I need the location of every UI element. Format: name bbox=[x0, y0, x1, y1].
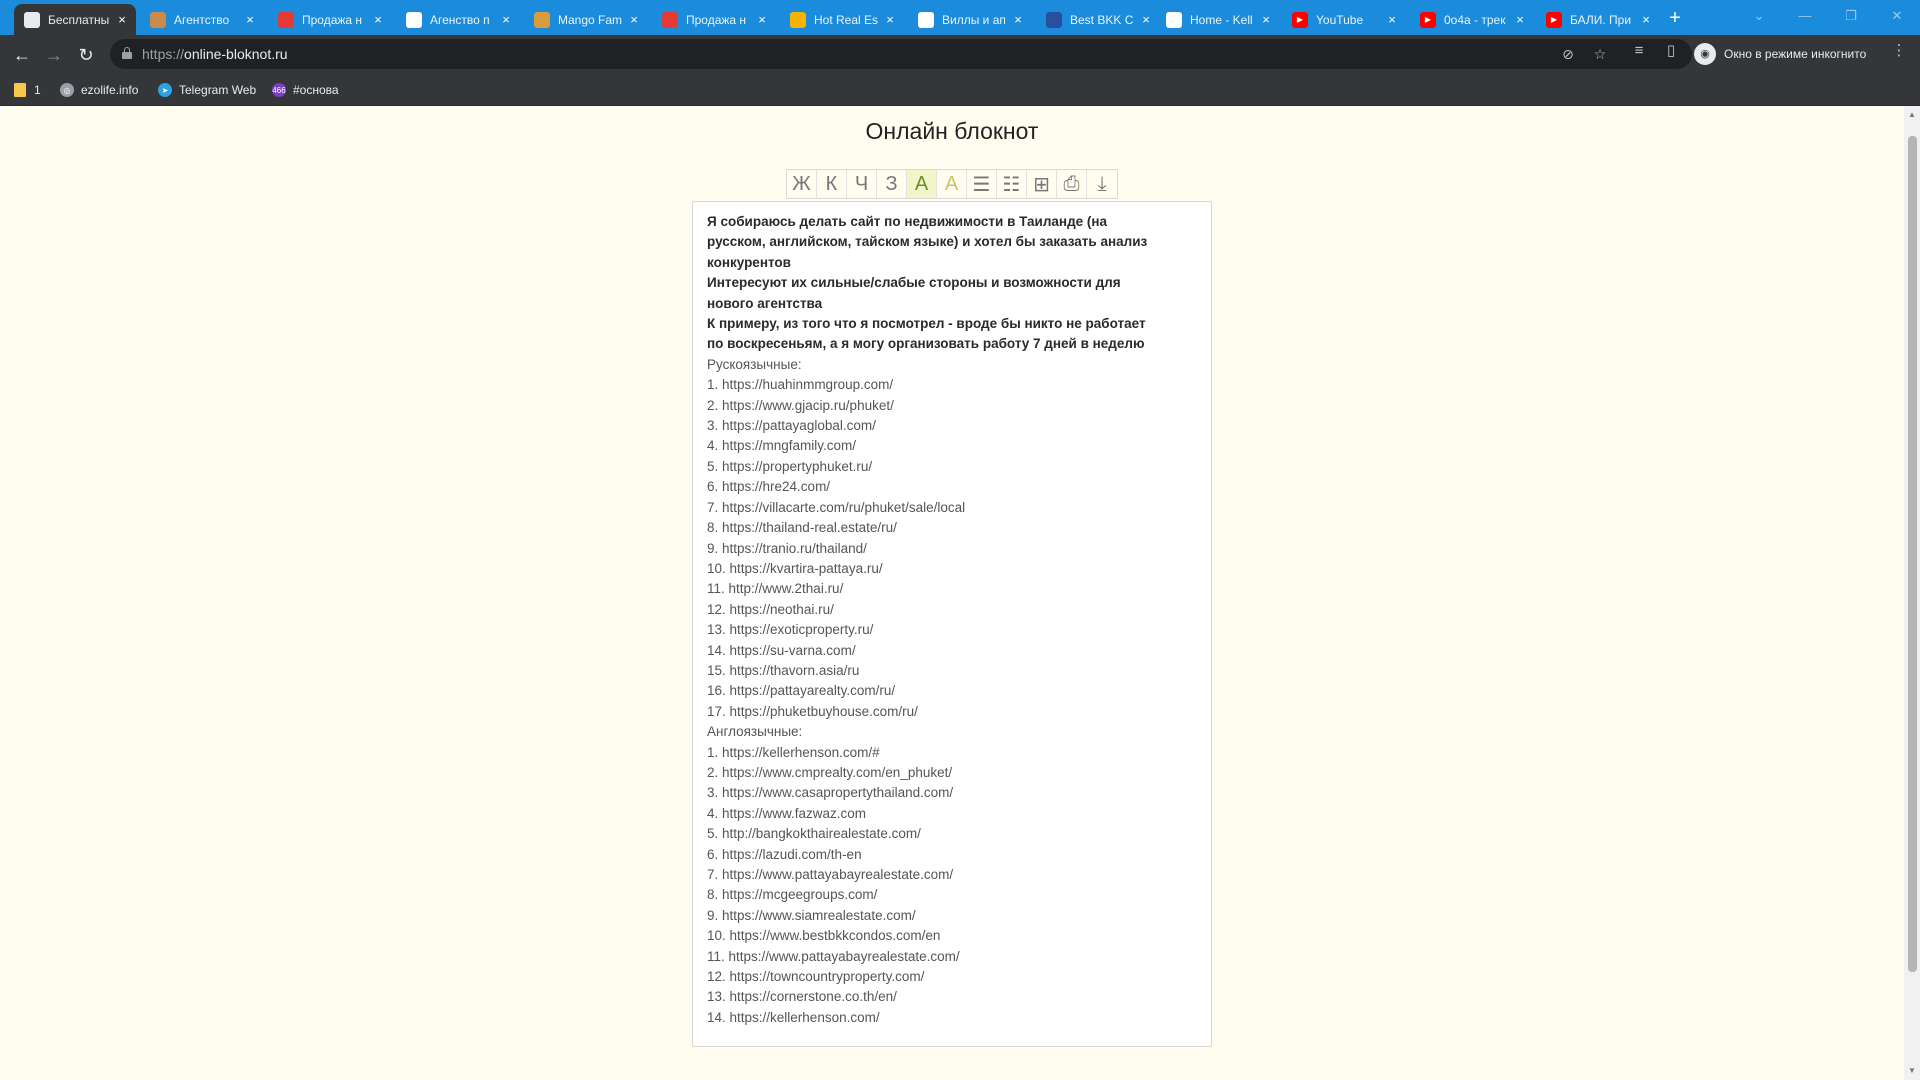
tab-12[interactable] bbox=[1536, 4, 1660, 35]
back-arrow-icon[interactable]: ← bbox=[13, 45, 31, 65]
strikethrough-button[interactable]: З bbox=[877, 170, 907, 198]
bookmarks-bar bbox=[0, 74, 1920, 106]
tab-10[interactable] bbox=[1282, 4, 1406, 35]
page-title: Онлайн блокнот bbox=[865, 118, 1039, 144]
editor-line: конкурентов bbox=[707, 254, 791, 270]
tracking-blocked-eye-icon[interactable]: ⊘ bbox=[1562, 46, 1574, 62]
minimize-button[interactable]: — bbox=[1798, 8, 1812, 23]
editor-line: 9. https://www.siamrealestate.com/ bbox=[707, 907, 916, 923]
side-panel-icon[interactable]: ▯ bbox=[1666, 42, 1676, 59]
tab-close-icon[interactable]: × bbox=[374, 11, 382, 27]
print-button[interactable]: ⎙ bbox=[1057, 170, 1087, 198]
reload-icon[interactable]: ↻ bbox=[78, 45, 94, 65]
page-scrollbar[interactable] bbox=[1904, 106, 1920, 1080]
editor-line: 2. https://www.gjacip.ru/phuket/ bbox=[707, 397, 894, 413]
editor-line: 10. https://www.bestbkkcondos.com/en bbox=[707, 928, 941, 944]
editor-line: 12. https://neothai.ru/ bbox=[707, 601, 834, 617]
editor-line: 3. https://pattayaglobal.com/ bbox=[707, 418, 876, 434]
reading-list-icon[interactable]: ≡ bbox=[1634, 42, 1644, 59]
lock-icon[interactable] bbox=[122, 47, 132, 59]
tab-title: Продажа н bbox=[302, 12, 363, 27]
editor-line: 8. https://thailand-real.estate/ru/ bbox=[707, 520, 897, 536]
circle-site-icon bbox=[150, 12, 166, 28]
tab-5[interactable] bbox=[652, 4, 776, 35]
editor-line: 1. https://kellerhenson.com/# bbox=[707, 744, 880, 760]
editor-line: 14. https://su-varna.com/ bbox=[707, 642, 856, 658]
tab-11[interactable] bbox=[1410, 4, 1534, 35]
editor-line: 14. https://kellerhenson.com/ bbox=[707, 1009, 880, 1025]
tab-close-icon[interactable]: × bbox=[758, 11, 766, 27]
editor-line: нового агентства bbox=[707, 295, 823, 311]
youtube-icon: ▶ bbox=[1420, 12, 1436, 28]
mango-icon bbox=[534, 12, 550, 28]
tab-0[interactable] bbox=[14, 4, 136, 35]
editor-line: 4. https://mngfamily.com/ bbox=[707, 438, 857, 454]
tab-close-icon[interactable]: × bbox=[118, 11, 126, 27]
bold-button[interactable]: Ж bbox=[787, 170, 817, 198]
tab-title: БАЛИ. При bbox=[1570, 12, 1632, 27]
download-button[interactable]: ⤓ bbox=[1097, 172, 1107, 195]
numbered-list-button[interactable]: ☷ bbox=[997, 170, 1027, 198]
editor-line: 6. https://lazudi.com/th-en bbox=[707, 846, 862, 862]
editor-line: 1. https://huahinmmgroup.com/ bbox=[707, 377, 894, 393]
tab-title: Hot Real Es bbox=[814, 12, 879, 27]
close-window-button[interactable]: ✕ bbox=[1891, 8, 1903, 23]
tab-6[interactable] bbox=[780, 4, 904, 35]
scroll-down-arrow-icon[interactable]: ▼ bbox=[1908, 1066, 1916, 1075]
tab-close-icon[interactable]: × bbox=[502, 11, 510, 27]
editor-line: Рускоязычные: bbox=[707, 356, 802, 372]
editor-line: 6. https://hre24.com/ bbox=[707, 479, 831, 495]
bookmark-ezolife[interactable]: ◎ ezolife.info bbox=[60, 81, 138, 99]
youtube-icon: ▶ bbox=[1292, 12, 1308, 28]
editor-line: 5. http://bangkokthairealestate.com/ bbox=[707, 826, 921, 842]
underline-button[interactable]: Ч bbox=[847, 170, 877, 198]
notepad-icon bbox=[24, 12, 40, 28]
editor-line: 11. https://www.pattayabayrealestate.com/ bbox=[707, 948, 960, 964]
address-bar[interactable] bbox=[110, 39, 1692, 69]
tab-title: Агенство п bbox=[430, 12, 490, 27]
tab-1[interactable] bbox=[140, 4, 264, 35]
editor-line: 10. https://kvartira-pattaya.ru/ bbox=[707, 560, 883, 576]
tab-title: Продажа н bbox=[686, 12, 747, 27]
tab-3[interactable] bbox=[396, 4, 520, 35]
table-button[interactable]: ⊞ bbox=[1027, 170, 1057, 198]
tab-9[interactable] bbox=[1156, 4, 1280, 35]
editor-line: 16. https://pattayarealty.com/ru/ bbox=[707, 683, 896, 699]
browser-tabstrip bbox=[0, 0, 1920, 35]
incognito-icon: ◉ bbox=[1694, 43, 1716, 65]
globe-icon: ◎ bbox=[60, 83, 74, 97]
tab-title: Mango Fam bbox=[558, 12, 623, 27]
tab-close-icon[interactable]: × bbox=[1642, 11, 1650, 27]
editor-line: 7. https://www.pattayabayrealestate.com/ bbox=[707, 867, 954, 882]
k-site-icon bbox=[406, 12, 422, 28]
bookmark-folder-1[interactable]: 1 bbox=[14, 81, 41, 99]
font-color-button[interactable]: А bbox=[937, 170, 967, 198]
tab-7[interactable] bbox=[908, 4, 1032, 35]
editor-line: 7. https://villacarte.com/ru/phuket/sale/local bbox=[707, 499, 966, 515]
tab-close-icon[interactable]: × bbox=[246, 11, 254, 27]
editor-line: К примеру, из того что я посмотрел - вроде бы никто не работает bbox=[707, 316, 1146, 332]
incognito-indicator[interactable]: ◉ Окно в режиме инкогнито bbox=[1694, 41, 1866, 67]
scroll-up-arrow-icon[interactable]: ▲ bbox=[1908, 110, 1916, 119]
editor-line: Я собираюсь делать сайт по недвижимости в Таиланде (на bbox=[707, 214, 1108, 229]
editor-line: 9. https://tranio.ru/thailand/ bbox=[707, 540, 867, 556]
tab-close-icon[interactable]: × bbox=[1262, 11, 1270, 27]
menu-kebab-icon[interactable]: ⋮ bbox=[1891, 42, 1907, 59]
editor-line: русском, английском, тайском языке) и хотел бы заказать анализ bbox=[707, 234, 1148, 250]
tab-title: Агентство bbox=[174, 12, 230, 27]
quill-icon bbox=[918, 12, 934, 28]
telegram-icon: ➤ bbox=[158, 83, 172, 97]
editor-line: 11. http://www.2thai.ru/ bbox=[707, 581, 844, 597]
bookmark-osnova[interactable]: 466 #основа bbox=[272, 83, 339, 97]
page-content bbox=[0, 106, 1904, 1080]
editor-line: 4. https://www.fazwaz.com bbox=[707, 805, 867, 821]
italic-button[interactable]: К bbox=[817, 170, 847, 198]
tab-title: Бесплатны bbox=[48, 12, 110, 27]
editor-line: 3. https://www.casapropertythailand.com/ bbox=[707, 785, 954, 801]
tab-2[interactable] bbox=[268, 4, 392, 35]
tab-title: 0o4a - трек bbox=[1444, 12, 1506, 27]
tab-title: Home - Kell bbox=[1190, 12, 1253, 27]
editor-line: Англоязычные: bbox=[707, 724, 803, 740]
flame-icon bbox=[790, 12, 806, 28]
editor-line: 15. https://thavorn.asia/ru bbox=[707, 662, 860, 678]
highlight-color-button[interactable]: А bbox=[907, 170, 937, 198]
bookmark-star-icon[interactable]: ☆ bbox=[1593, 46, 1607, 62]
tab-close-icon[interactable]: × bbox=[1388, 11, 1396, 27]
red-square-icon bbox=[278, 12, 294, 28]
tab-search-chevron-icon[interactable]: ⌄ bbox=[1753, 8, 1765, 23]
new-tab-button[interactable]: + bbox=[1669, 7, 1681, 29]
restore-button[interactable]: ❐ bbox=[1845, 8, 1857, 23]
tab-close-icon[interactable]: × bbox=[1516, 11, 1524, 27]
tab-8[interactable] bbox=[1036, 4, 1160, 35]
tab-title: YouTube bbox=[1316, 12, 1364, 27]
editor-line: 17. https://phuketbuyhouse.com/ru/ bbox=[707, 703, 918, 719]
editor-line: 13. https://cornerstone.co.th/en/ bbox=[707, 989, 897, 1005]
tab-title: Best BKK C bbox=[1070, 12, 1134, 27]
editor-line: 12. https://towncountryproperty.com/ bbox=[707, 969, 925, 985]
tab-title: Виллы и ап bbox=[942, 12, 1006, 27]
tab-close-icon[interactable]: × bbox=[1142, 11, 1150, 27]
browser-toolbar bbox=[0, 35, 1920, 74]
url-text[interactable]: https://online-bloknot.ru bbox=[142, 46, 288, 62]
tab-close-icon[interactable]: × bbox=[886, 11, 894, 27]
editor-line: 5. https://propertyphuket.ru/ bbox=[707, 458, 873, 474]
editor-line: 2. https://www.cmprealty.com/en_phuket/ bbox=[707, 764, 953, 780]
tab-close-icon[interactable]: × bbox=[1014, 11, 1022, 27]
youtube-icon: ▶ bbox=[1546, 12, 1562, 28]
notepad-editor[interactable] bbox=[692, 201, 1212, 1047]
formatting-toolbar bbox=[786, 169, 1118, 199]
editor-line: по воскресеньям, а я могу организовать работу 7 дней в неделю bbox=[707, 336, 1145, 352]
tab-close-icon[interactable]: × bbox=[630, 11, 638, 27]
building-icon bbox=[1046, 12, 1062, 28]
editor-line: 13. https://exoticproperty.ru/ bbox=[707, 622, 874, 638]
badge-icon: 466 bbox=[272, 83, 286, 97]
scroll-thumb[interactable] bbox=[1908, 136, 1917, 972]
red-arrow-icon bbox=[662, 12, 678, 28]
editor-line: 8. https://mcgeegroups.com/ bbox=[707, 887, 878, 903]
bookmark-telegram-web[interactable]: ➤ Telegram Web bbox=[158, 81, 256, 99]
folder-icon bbox=[14, 83, 26, 97]
editor-line: Интересуют их сильные/слабые стороны и возможности для bbox=[707, 275, 1121, 291]
bullet-list-button[interactable]: ☰ bbox=[967, 170, 997, 198]
forward-arrow-icon[interactable]: → bbox=[45, 45, 63, 65]
page-icon bbox=[1166, 12, 1182, 28]
tab-4[interactable] bbox=[524, 4, 648, 35]
